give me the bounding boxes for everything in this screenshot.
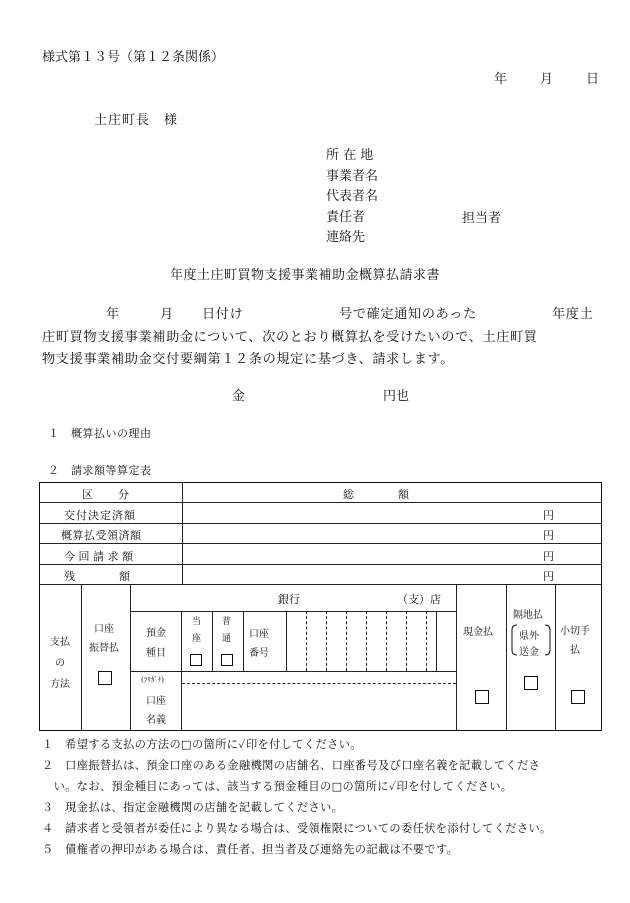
- body-month: 月: [160, 307, 174, 322]
- date-month: 月: [540, 72, 554, 87]
- cash-payment-checkbox[interactable]: [475, 690, 489, 704]
- sender-responsible-label: 責任者: [326, 209, 366, 225]
- sender-address-label: 所 在 地: [326, 148, 374, 163]
- row-unit-received: 円: [543, 529, 554, 542]
- body-year: 年: [106, 307, 120, 322]
- sender-company-label: 事業者名: [326, 168, 379, 184]
- payment-method-label: 支払 の 方法: [50, 637, 70, 690]
- note-2: ２ 口座振替払は、預金口座のある金融機関の店舗名、口座番号及び口座名義を記載してくださ: [42, 759, 541, 772]
- body-day-dated: 日付け: [202, 307, 244, 322]
- section-calculation-table: ２ 請求額等算定表: [48, 464, 152, 477]
- cash-payment-label: 現金払: [463, 627, 493, 638]
- current-account-checkbox[interactable]: [190, 654, 202, 666]
- sender-representative-label: 代表者名: [326, 189, 379, 205]
- row-unit-grant-decided: 円: [543, 509, 554, 522]
- body-line-2: 庄町買物支援事業補助金について、次のとおり概算払を受けたいので、土庄町買: [42, 329, 538, 345]
- body-fiscal-year: 年度土: [552, 307, 594, 322]
- remote-payment-checkbox[interactable]: [524, 676, 538, 690]
- addressee: 土庄町長 様: [94, 113, 179, 128]
- date-day: 日: [586, 72, 600, 87]
- note-4: ４ 請求者と受領者が委任により異なる場合は、受領権限についての委任状を添付してください。: [42, 822, 552, 835]
- row-unit-current-request: 円: [543, 550, 554, 563]
- body-paragraph: [42, 304, 607, 372]
- row-label-current-request: 今 回 請 求 額: [64, 550, 133, 563]
- remote-payment-label: 隔地払: [513, 610, 543, 621]
- remote-remittance: 送金: [519, 647, 539, 658]
- date-year: 年: [494, 72, 508, 87]
- account-transfer-label: 口座 振替払: [89, 624, 119, 654]
- bank-label: 銀行: [278, 593, 300, 606]
- furigana-label: (ﾌﾘｶﾞﾅ): [141, 676, 164, 684]
- body-number-notice: 号で確定通知のあった: [339, 307, 477, 322]
- form-number: 様式第１３号（第１２条関係）: [42, 50, 225, 65]
- note-5: ５ 債権者の押印がある場合は、責任者、担当者及び連絡先の記載は不要です。: [42, 843, 459, 856]
- table-header-category: 区 分: [82, 488, 130, 501]
- branch-label: （支）店: [397, 593, 441, 606]
- sender-block: [326, 146, 378, 249]
- check-payment-checkbox[interactable]: [571, 690, 585, 704]
- sender-contact-label: 連絡先: [326, 230, 366, 246]
- current-account-label: 当 座: [192, 617, 202, 644]
- remote-out-of-prefecture: 県外: [519, 631, 539, 642]
- row-label-balance: 残 額: [64, 570, 130, 583]
- document-title: 年度土庄町買物支援事業補助金概算払請求書: [170, 268, 441, 283]
- account-name-label: 口座 名義: [146, 696, 166, 726]
- deposit-type-label: 預金 種目: [146, 628, 166, 659]
- body-line-3: 物支援事業補助金交付要綱第１２条の規定に基づき、請求します。: [42, 352, 455, 367]
- note-2-continued: い。なお、預金種目にあっては、該当する預金種目の□の箇所に✓印を付してください。: [42, 780, 513, 793]
- note-1: １ 希望する支払の方法の□の箇所に✓印を付してください。: [42, 738, 362, 751]
- row-label-received: 概算払受領済額: [61, 529, 142, 542]
- account-transfer-checkbox[interactable]: [98, 671, 112, 685]
- amount-prefix: 金: [232, 389, 246, 404]
- account-number-label: 口座 番号: [249, 629, 269, 659]
- ordinary-account-checkbox[interactable]: [221, 654, 233, 666]
- row-label-grant-decided: 交付決定済額: [64, 509, 136, 522]
- table-header-total: 総 額: [343, 488, 409, 501]
- ordinary-account-label: 普 通: [222, 617, 232, 644]
- section-reason: １ 概算払いの理由: [48, 427, 152, 440]
- note-3: ３ 現金払は、指定金融機関の店舗を記載してください。: [42, 801, 344, 814]
- check-payment-label: 小切手 払: [560, 626, 590, 656]
- person-in-charge-label: 担当者: [462, 211, 502, 226]
- amount-suffix: 円也: [383, 389, 410, 404]
- row-unit-balance: 円: [543, 570, 554, 583]
